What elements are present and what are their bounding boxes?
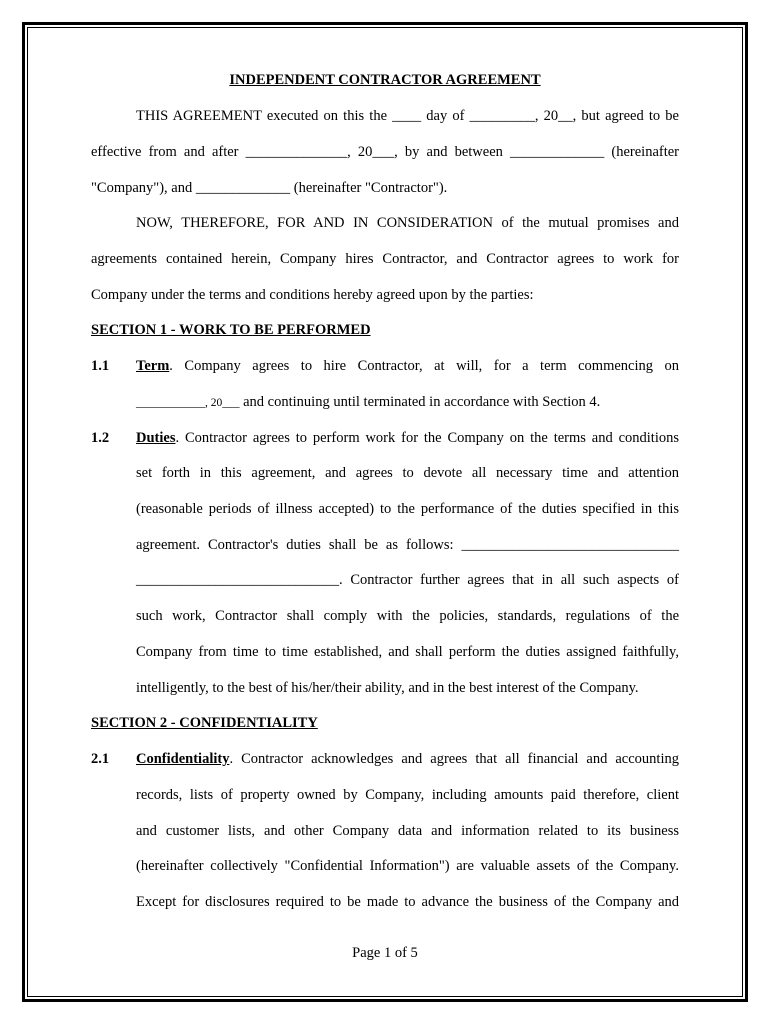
section-1-heading: SECTION 1 - WORK TO BE PERFORMED [91, 322, 371, 338]
clause-2-1-line: Except for disclosures required to be made to advance the business of the Company and [136, 894, 679, 910]
clause-1-2-line: intelligently, to the best of his/her/their ability, and in the best interest of the Company. [136, 680, 639, 696]
clause-1-2-line: agreement. Contractor's duties shall be as follows: ______________________________ [136, 537, 679, 553]
clause-2-1-line: and customer lists, and other Company data and information related to its business [136, 823, 679, 839]
clause-1-1-number: 1.1 [91, 358, 110, 374]
document-title: INDEPENDENT CONTRACTOR AGREEMENT [229, 72, 541, 88]
clause-2-1-line: (hereinafter collectively "Confidential Information") are valuable assets of the Company. [136, 858, 679, 874]
clause-2-1-first-line [136, 750, 679, 768]
clause-2-1-text: . Contractor acknowledges and agrees that all financial and accounting [229, 751, 679, 767]
clause-1-2-text: . Contractor agrees to perform work for the Company on the terms and conditions [175, 430, 679, 446]
clause-1-1-second-line [136, 393, 600, 412]
section-2-heading: SECTION 2 - CONFIDENTIALITY [91, 715, 318, 731]
clause-2-1-line: records, lists of property owned by Company, including amounts paid therefore, client [136, 787, 679, 803]
clause-1-2-first-line [136, 429, 679, 447]
clause-1-1-text: and continuing until terminated in accordance with Section 4. [239, 394, 601, 410]
clause-1-2-line: ____________________________. Contractor further agrees that in all such aspects of [136, 572, 679, 588]
clause-1-1-text: . Company agrees to hire Contractor, at will, for a term commencing on [169, 358, 679, 374]
clause-1-2-line: set forth in this agreement, and agrees to devote all necessary time and attention [136, 465, 679, 481]
page-number-footer: Page 1 of 5 [352, 945, 418, 961]
clause-1-1-term: Term [136, 358, 170, 374]
clause-1-2-line: such work, Contractor shall comply with the policies, standards, regulations of the [136, 608, 679, 624]
recital-line: Company under the terms and conditions hereby agreed upon by the parties: [91, 287, 534, 303]
clause-1-2-term: Duties [136, 430, 176, 446]
clause-1-2-line: (reasonable periods of illness accepted) to the performance of the duties specified in this [136, 501, 679, 517]
intro-line: effective from and after ______________, 20___, by and between _____________ (hereinafter [91, 144, 679, 160]
recital-line: NOW, THEREFORE, FOR AND IN CONSIDERATION of the mutual promises and [136, 215, 679, 231]
clause-1-2-number: 1.2 [91, 430, 110, 446]
intro-line: "Company"), and _____________ (hereinafter "Contractor"). [91, 180, 448, 196]
clause-1-1-first-line [136, 357, 679, 375]
clause-1-2-line: Company from time to time established, and shall perform the duties assigned faithfully, [136, 644, 679, 660]
intro-line: THIS AGREEMENT executed on this the ____ day of _________, 20__, but agreed to be [136, 108, 679, 124]
clause-2-1-number: 2.1 [91, 751, 110, 767]
recital-line: agreements contained herein, Company hires Contractor, and Contractor agrees to work for [91, 251, 679, 267]
clause-2-1-term: Confidentiality [136, 751, 230, 767]
commencement-date-blank: ____________, 20___ [136, 397, 240, 409]
